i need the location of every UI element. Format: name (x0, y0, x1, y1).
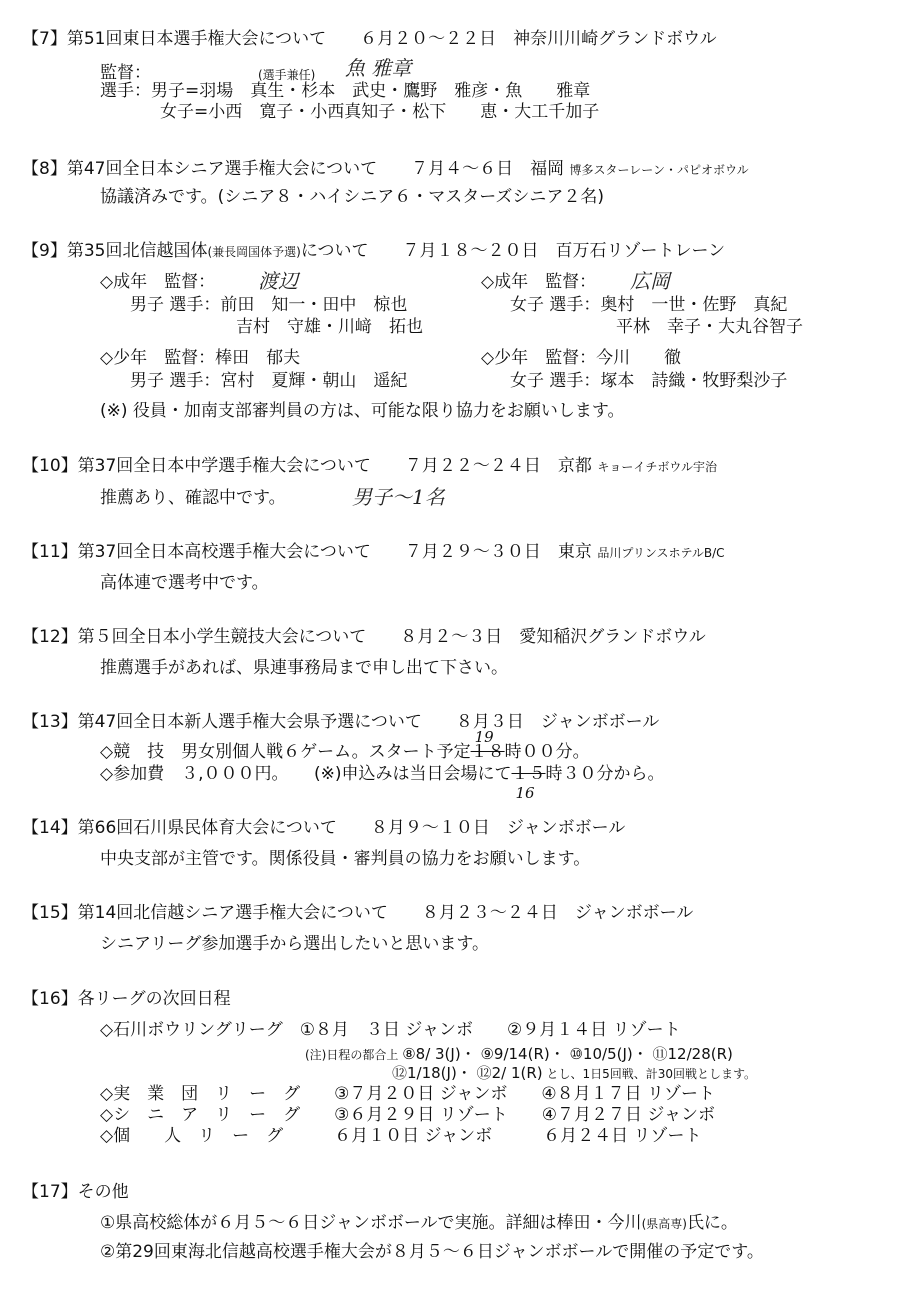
s14-title: 【14】第66回石川県民体育大会について ８月９～１０日 ジャンボボール (22, 818, 626, 838)
s9-adult-men-coach: ◇成年 監督： (100, 272, 216, 292)
s9-youth-women: 女子 選手：塚本 詩織・牧野梨沙子 (510, 371, 788, 391)
s13-title: 【13】第47回全日本新人選手権大会県予選について ８月３日 ジャンボボール (22, 712, 660, 732)
s16-schedule-1: ⑧8/ 3(J)・ ⑨9/14(R)・ ⑩10/5(J)・ ⑪12/28(R) (402, 1045, 733, 1063)
s9-youth-men-coach: ◇少年 監督：棒田 郁夫 (100, 348, 301, 368)
s7-coach-note: (選手兼任) (258, 68, 316, 82)
s7-coach-label: 監督： (100, 63, 151, 83)
s16-kojin-league: ◇個 人 リ ー グ ６月１０日 ジャンボ ６月２４日 リゾート (100, 1126, 702, 1146)
s9-title-b: について ７月１８～２０日 百万石リゾートレーン (300, 241, 726, 261)
s16-schedule-row2 (392, 1062, 756, 1085)
s13-comp-a: ◇競 技 男女別個人戦６ゲーム。スタート予定 (100, 742, 471, 762)
s13-fee-handwritten: 16 (515, 784, 535, 802)
s9-adult-men-coach-handwritten: 渡辺 (258, 269, 298, 293)
s11-title (22, 541, 725, 564)
s7-women: 女子=小西 寛子・小西真知子・松下 恵・大工千加子 (160, 102, 600, 122)
s9-youth-women-coach: ◇少年 監督：今川 徹 (481, 348, 682, 368)
s16-schedule-2b: とし、1日5回戦、計30回戦とします。 (546, 1067, 757, 1081)
s17-title: 【17】その他 (22, 1182, 129, 1202)
s8-title (22, 158, 749, 181)
s7-men: 選手：男子=羽場 真生・杉本 武史・鷹野 雅彦・魚 雅章 (100, 81, 591, 101)
s9-adult-men-2: 吉村 守雄・川﨑 拓也 (236, 317, 423, 337)
s14-text: 中央支部が主管です。関係役員・審判員の協力をお願いします。 (100, 849, 591, 869)
s10-text: 推薦あり、確認中です。 (100, 488, 286, 508)
s13-fee (100, 763, 665, 802)
s10-title-text: 【10】第37回全日本中学選手権大会について ７月２２～２４日 京都 (22, 456, 592, 476)
s17-item1-b: 氏に。 (686, 1213, 738, 1233)
s9-note: (※) 役員・加南支部審判員の方は、可能な限り協力をお願いします。 (100, 401, 625, 421)
s16-schedule-note: (注)日程の都合上 (305, 1048, 399, 1062)
s16-senior-league: ◇シ ニ ア リ ー グ ③６月２９日 リゾート ④７月２７日 ジャンボ (100, 1105, 716, 1125)
s9-adult-women-2: 平林 幸子・大丸谷智子 (616, 317, 803, 337)
s9-title (22, 240, 725, 263)
s11-title-text: 【11】第37回全日本高校選手権大会について ７月２９～３０日 東京 (22, 542, 592, 562)
s16-ishikawa-league: ◇石川ボウリングリーグ ①８月 ３日 ジャンボ ②９月１４日 リゾート (100, 1020, 681, 1040)
s17-item-2: ②第29回東海北信越高校選手権大会が８月５～６日ジャンボボールで開催の予定です。 (100, 1242, 764, 1262)
s7-title: 【7】第51回東日本選手権大会について ６月２０～２２日 神奈川川崎グランドボウル (22, 29, 717, 49)
s13-fee-b: 時３０分から。 (545, 764, 665, 784)
s9-adult-men-1: 男子 選手：前田 知一・田中 椋也 (130, 295, 408, 315)
s17-item1-a: ①県高校総体が６月５～６日ジャンボボールで実施。詳細は棒田・今川 (100, 1213, 642, 1233)
s15-text: シニアリーグ参加選手から選出したいと思います。 (100, 934, 489, 954)
s7-coach-handwritten: 魚 雅章 (345, 56, 412, 80)
s13-fee-struck-text: １５ (511, 764, 546, 784)
s16-jitsugyo-league: ◇実 業 団 リ ー グ ③７月２０日 ジャンボ ④８月１７日 リゾート (100, 1084, 716, 1104)
s9-title-note: (兼長岡国体予選) (207, 245, 301, 259)
s9-youth-men: 男子 選手：宮村 夏輝・朝山 遥紀 (130, 371, 408, 391)
s9-adult-women-coach-handwritten: 広岡 (630, 269, 670, 293)
s17-item-1 (100, 1212, 738, 1235)
s11-text: 高体連で選考中です。 (100, 573, 269, 593)
s13-comp-struck-text: １８ (470, 742, 505, 762)
s12-text: 推薦選手があれば、県連事務局まで申し出て下さい。 (100, 658, 508, 678)
s9-adult-women-1: 女子 選手：奥村 一世・佐野 真紀 (510, 295, 788, 315)
s13-fee-a: ◇参加費 ３,０００円。 (※)申込みは当日会場にて (100, 764, 512, 784)
s13-comp-struck (470, 728, 505, 762)
s10-handwritten: 男子～1名 (352, 485, 445, 509)
s8-title-text: 【8】第47回全日本シニア選手権大会について ７月４～６日 福岡 (22, 159, 565, 179)
s13-fee-struck (511, 764, 546, 802)
s13-comp-b: 時００分。 (504, 742, 590, 762)
s9-title-a: 【9】第35回北信越国体 (22, 241, 208, 261)
s13-comp-handwritten: 19 (474, 728, 494, 746)
s10-venue: キョーイチボウル宇治 (597, 460, 717, 474)
s8-text: 協議済みです。(シニア８・ハイシニア６・マスターズシニア２名) (100, 187, 605, 207)
s11-venue: 品川プリンスホテルB/C (597, 546, 725, 560)
s8-venue: 博多スターレーン・パピオボウル (569, 163, 749, 177)
s16-schedule-2a: ⑫1/18(J)・ ⑫2/ 1(R) (392, 1064, 543, 1082)
s16-title: 【16】各リーグの次回日程 (22, 989, 231, 1009)
s15-title: 【15】第14回北信越シニア選手権大会について ８月２３～２４日 ジャンボボール (22, 903, 694, 923)
s10-title (22, 455, 717, 478)
s17-item1-note: (県高専) (641, 1217, 687, 1231)
s13-competition (100, 728, 590, 763)
s9-adult-women-coach: ◇成年 監督： (481, 272, 597, 292)
s12-title: 【12】第５回全日本小学生競技大会について ８月２～３日 愛知稲沢グランドボウル (22, 627, 706, 647)
